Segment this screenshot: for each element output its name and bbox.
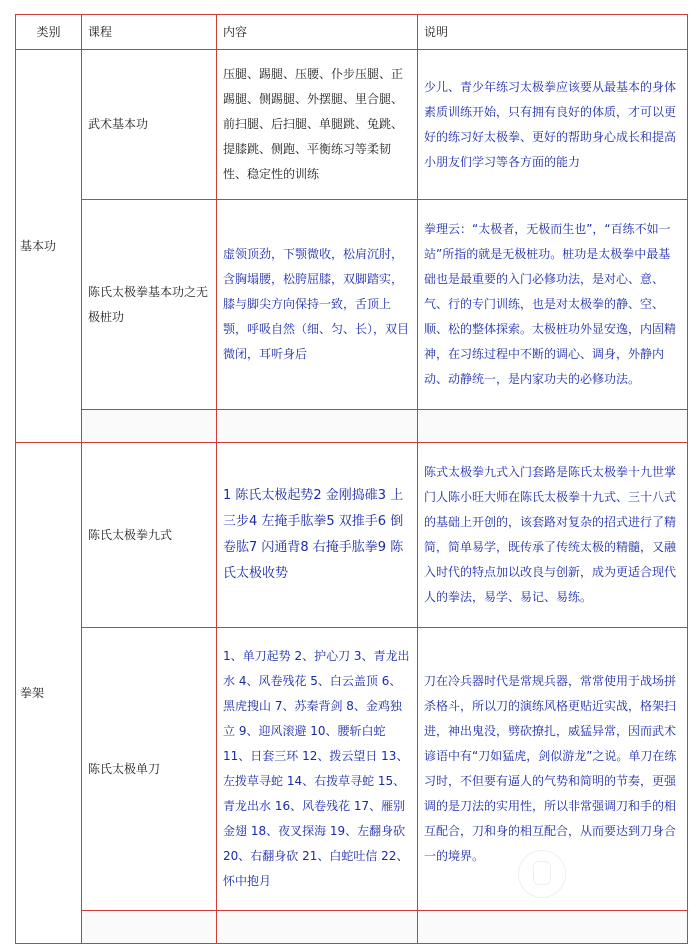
course-name: 陈氏太极拳九式 [82, 443, 217, 628]
header-category: 类别 [16, 15, 82, 50]
course-name: 陈氏太极拳基本功之无极桩功 [82, 200, 217, 410]
course-description: 拳理云：“太极者，无极而生也”，“百练不如一站”所指的就是无极桩功。桩功是太极拳中最基础也是最重要的入门必修功法，是对心、意、气、行的专门训练，也是对太极拳的静、空、顺、松的整体探索。太极桩功外显安逸，内固精神，在习练过程中不断的调心、调身，外静内动、动静统一，是内家功夫的必修功法。 [418, 200, 688, 410]
category-forms: 拳架 [16, 443, 82, 944]
course-content: 1、单刀起势 2、护心刀 3、青龙出水 4、风卷残花 5、白云盖顶 6、黑虎搜山 7、苏秦背剑 8、金鸡独立 9、迎风滚避 10、腰斩白蛇 11、日套三环 12、拨云望日 13、左拨草寻蛇 14、右拨草寻蛇 15、青龙出水 16、风卷残花 17、雁别金翅 18、夜叉探海 19、左翻身砍 20、右翻身砍 21、白蛇吐信 22、怀中抱月 [217, 628, 418, 911]
empty-cell [217, 911, 418, 944]
header-course: 课程 [82, 15, 217, 50]
table-row [16, 50, 688, 200]
empty-cell [418, 911, 688, 944]
header-description: 说明 [418, 15, 688, 50]
course-content: 压腿、踢腿、压腰、仆步压腿、正踢腿、侧踢腿、外摆腿、里合腿、前扫腿、后扫腿、单腿跳、兔跳、提膝跳、侧跑、平衡练习等柔韧性、稳定性的训练 [217, 50, 418, 200]
table-row [16, 628, 688, 911]
course-table [15, 14, 688, 944]
course-content: 虚领顶劲，下颚微收，松肩沉肘，含胸塌腰，松胯屈膝，双脚踏实，膝与脚尖方向保持一致，舌顶上颚，呼吸自然（细、匀、长），双目微闭，耳听身后 [217, 200, 418, 410]
category-basic: 基本功 [16, 50, 82, 443]
empty-cell [418, 410, 688, 443]
watermark-icon [518, 850, 566, 898]
empty-cell [82, 911, 217, 944]
course-description: 陈式太极拳九式入门套路是陈氏太极拳十九世掌门人陈小旺大师在陈氏太极拳十九式、三十八式的基础上开创的，该套路对复杂的招式进行了精简，简单易学，既传承了传统太极的精髓，又融入时代的特点加以改良与创新，成为更适合现代人的拳法，易学、易记、易练。 [418, 443, 688, 628]
empty-row [16, 410, 688, 443]
course-name: 陈氏太极单刀 [82, 628, 217, 911]
course-description: 刀在冷兵器时代是常规兵器，常常使用于战场拼杀格斗，所以刀的演练风格更贴近实战，格架扫进，神出鬼没，劈砍撩扎，威猛异常，因而武术谚语中有“刀如猛虎，剑似游龙”之说。单刀在练习时，不但要有逼人的气势和简明的节奏，更强调的是刀法的实用性，所以非常强调刀和手的相互配合，刀和身的相互配合，从而要达到刀身合一的境界。 [418, 628, 688, 911]
table-row [16, 200, 688, 410]
course-content: 1 陈氏太极起势2 金刚捣碓3 上三步4 左掩手肱拳5 双推手6 倒卷肱7 闪通背8 右掩手肱拳9 陈氏太极收势 [217, 443, 418, 628]
course-name: 武术基本功 [82, 50, 217, 200]
empty-row [16, 911, 688, 944]
header-row [16, 15, 688, 50]
header-content: 内容 [217, 15, 418, 50]
course-description: 少儿、青少年练习太极拳应该要从最基本的身体素质训练开始，只有拥有良好的体质，才可以更好的练习好太极拳、更好的帮助身心成长和提高小朋友们学习等各方面的能力 [418, 50, 688, 200]
empty-cell [82, 410, 217, 443]
empty-cell [217, 410, 418, 443]
table-row [16, 443, 688, 628]
